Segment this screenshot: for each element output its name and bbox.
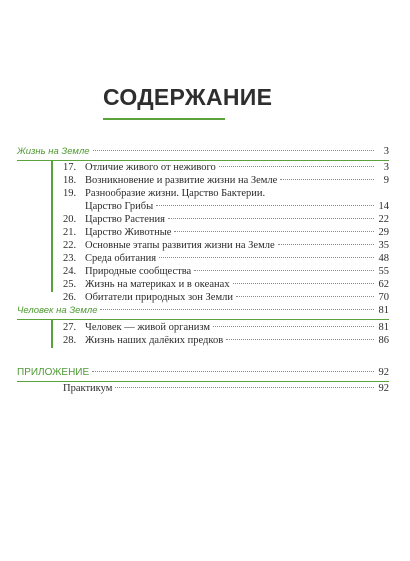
entry-number: 19.: [63, 188, 77, 199]
entry-title: Царство Животные: [85, 227, 172, 238]
entry-number: 25.: [63, 279, 77, 290]
section-label: Жизнь на Земле: [17, 146, 90, 157]
page-number: 9: [383, 175, 389, 186]
section-rule: [17, 319, 389, 320]
entry-title-continued: Царство Грибы: [85, 201, 154, 212]
page-number: 22: [378, 214, 389, 225]
section-heading-life-on-earth[interactable]: [17, 146, 389, 160]
entry-title: Жизнь на материках и в океанах: [85, 279, 230, 290]
entry-title: Жизнь наших далёких предков: [85, 335, 224, 346]
page-number: 14: [378, 201, 389, 212]
page-number: 3: [383, 146, 389, 157]
entry-title: Отличие живого от неживого: [85, 162, 216, 173]
page-number: 48: [378, 253, 389, 264]
dot-leader: [168, 218, 374, 219]
section-label: Человек на Земле: [17, 305, 98, 316]
toc-entry-28[interactable]: [63, 334, 389, 347]
section-vertical-rule: [51, 319, 53, 348]
entry-number: 17.: [63, 162, 77, 173]
entry-number: 27.: [63, 322, 77, 333]
toc-entry-17[interactable]: [63, 161, 389, 174]
entry-number: 20.: [63, 214, 77, 225]
page-number: 29: [378, 227, 389, 238]
dot-leader: [92, 371, 374, 372]
dot-leader: [174, 231, 374, 232]
page-number: 3: [383, 162, 389, 173]
dot-leader: [233, 283, 374, 284]
page-number: 70: [378, 292, 389, 303]
dot-leader: [280, 179, 374, 180]
section-rule: [17, 381, 389, 382]
section-heading-appendix[interactable]: [17, 367, 389, 381]
entry-number: 18.: [63, 175, 77, 186]
entry-number: 21.: [63, 227, 77, 238]
toc-entry-20[interactable]: [63, 213, 389, 226]
dot-leader: [219, 166, 374, 167]
entry-title: Разнообразие жизни. Царство Бактерии.: [85, 188, 266, 199]
entry-number: 26.: [63, 292, 77, 303]
entry-title: Природные сообщества: [85, 266, 192, 277]
section-label: ПРИЛОЖЕНИЕ: [17, 367, 90, 378]
entry-number: 22.: [63, 240, 77, 251]
dot-leader: [278, 244, 374, 245]
entry-title: Основные этапы развития жизни на Земле: [85, 240, 275, 251]
dot-leader: [236, 296, 374, 297]
page-number: 92: [378, 383, 389, 394]
title-block: [103, 84, 272, 120]
toc-entry-27[interactable]: [63, 321, 389, 334]
page-number: 81: [378, 305, 389, 316]
entry-title: Возникновение и развитие жизни на Земле: [85, 175, 278, 186]
toc-entry-23[interactable]: [63, 252, 389, 265]
title-underline: [103, 118, 225, 120]
toc-entry-19[interactable]: [63, 187, 389, 213]
entry-title: Царство Растения: [85, 214, 165, 225]
entry-title: Человек — живой организм: [85, 322, 210, 333]
toc-entry-practicum[interactable]: [63, 383, 389, 396]
page-number: 55: [378, 266, 389, 277]
entry-number: 24.: [63, 266, 77, 277]
section-heading-human-on-earth[interactable]: [17, 305, 389, 319]
toc-entry-21[interactable]: [63, 226, 389, 239]
entry-title: Обитатели природных зон Земли: [85, 292, 233, 303]
entry-title: Среда обитания: [85, 253, 157, 264]
page-number: 35: [378, 240, 389, 251]
toc-entry-25[interactable]: [63, 278, 389, 291]
dot-leader: [213, 326, 374, 327]
section-vertical-rule: [51, 160, 53, 292]
toc-entry-18[interactable]: [63, 174, 389, 187]
dot-leader: [194, 270, 374, 271]
toc-entry-26[interactable]: [63, 291, 389, 304]
dot-leader: [156, 205, 374, 206]
page-title: СОДЕРЖАНИЕ: [103, 84, 273, 110]
page-number: 81: [378, 322, 389, 333]
entry-title: Практикум: [63, 383, 113, 394]
dot-leader: [226, 339, 374, 340]
dot-leader: [93, 150, 374, 151]
entry-number: 23.: [63, 253, 77, 264]
toc-entry-24[interactable]: [63, 265, 389, 278]
toc-entry-22[interactable]: [63, 239, 389, 252]
page-number: 86: [378, 335, 389, 346]
dot-leader: [100, 309, 374, 310]
dot-leader: [159, 257, 374, 258]
page-number: 92: [378, 367, 389, 378]
entry-number: 28.: [63, 335, 77, 346]
dot-leader: [115, 387, 374, 388]
page-number: 62: [378, 279, 389, 290]
